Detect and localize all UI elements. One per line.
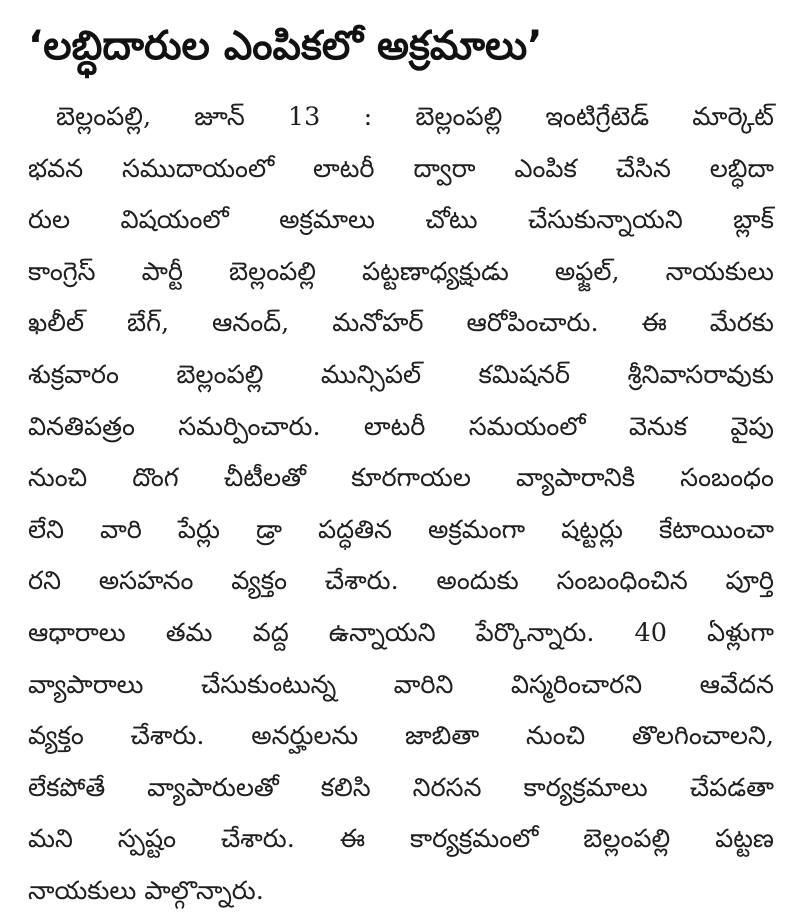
article-line: బెల్లంపల్లి, జూన్ 13 : బెల్లంపల్లి ఇంటిగ్రేటెడ్ మార్కెట్ <box>56 102 774 132</box>
article-line: మని స్పష్టం చేశారు. ఈ కార్యక్రమంలో బెల్లంపల్లి పట్టణ <box>28 824 774 855</box>
article-line: భవన సముదాయంలో లాటరీ ద్వారా ఎంపిక చేసిన లబ్ధిదా <box>28 153 774 184</box>
article-line: వ్యక్తం చేశారు. అనర్హులను జాబితా నుంచి తొలగించాలని, <box>28 721 774 752</box>
article-headline: ‘లబ్ధిదారుల ఎంపికలో అక్రమాలు’ <box>28 23 543 69</box>
article-line: నుంచి దొంగ చీటీలతో కూరగాయల వ్యాపారానికి సంబంధం <box>28 463 774 494</box>
article-line: కాంగ్రెస్ పార్టీ బెల్లంపల్లి పట్టణాధ్యక్షుడు అఫ్జల్, నాయకులు <box>28 256 774 287</box>
article-body <box>28 92 774 918</box>
article-line: ఆధారాలు తమ వద్ద ఉన్నాయని పేర్కొన్నారు. 40 ఏళ్లుగా <box>28 617 774 648</box>
article-line: ఖలీల్ బేగ్, ఆనంద్, మనోహర్ ఆరోపించారు. ఈ మేరకు <box>28 308 774 339</box>
article-line: రుల విషయంలో అక్రమాలు చోటు చేసుకున్నాయని బ్లాక్ <box>28 205 774 236</box>
article-line: లేకపోతే వ్యాపారులతో కలిసి నిరసన కార్యక్రమాలు చేపడతా <box>28 772 774 803</box>
article-line: రని అసహనం వ్యక్తం చేశారు. అందుకు సంబంధించిన పూర్తి <box>28 566 774 597</box>
article-line: లేని వారి పేర్లు డ్రా పద్ధతిన అక్రమంగా షట్టర్లు కేటాయించా <box>28 514 774 545</box>
article-line: వినతిపత్రం సమర్పించారు. లాటరీ సమయంలో వెనుక వైపు <box>28 411 774 442</box>
article-line: శుక్రవారం బెల్లంపల్లి మున్సిపల్ కమిషనర్ శ్రీనివాసరావుకు <box>28 359 774 390</box>
article-line: నాయకులు పాల్గొన్నారు. <box>28 875 264 906</box>
article-line: వ్యాపారాలు చేసుకుంటున్న వారిని విస్మరించారని ఆవేదన <box>28 669 774 700</box>
